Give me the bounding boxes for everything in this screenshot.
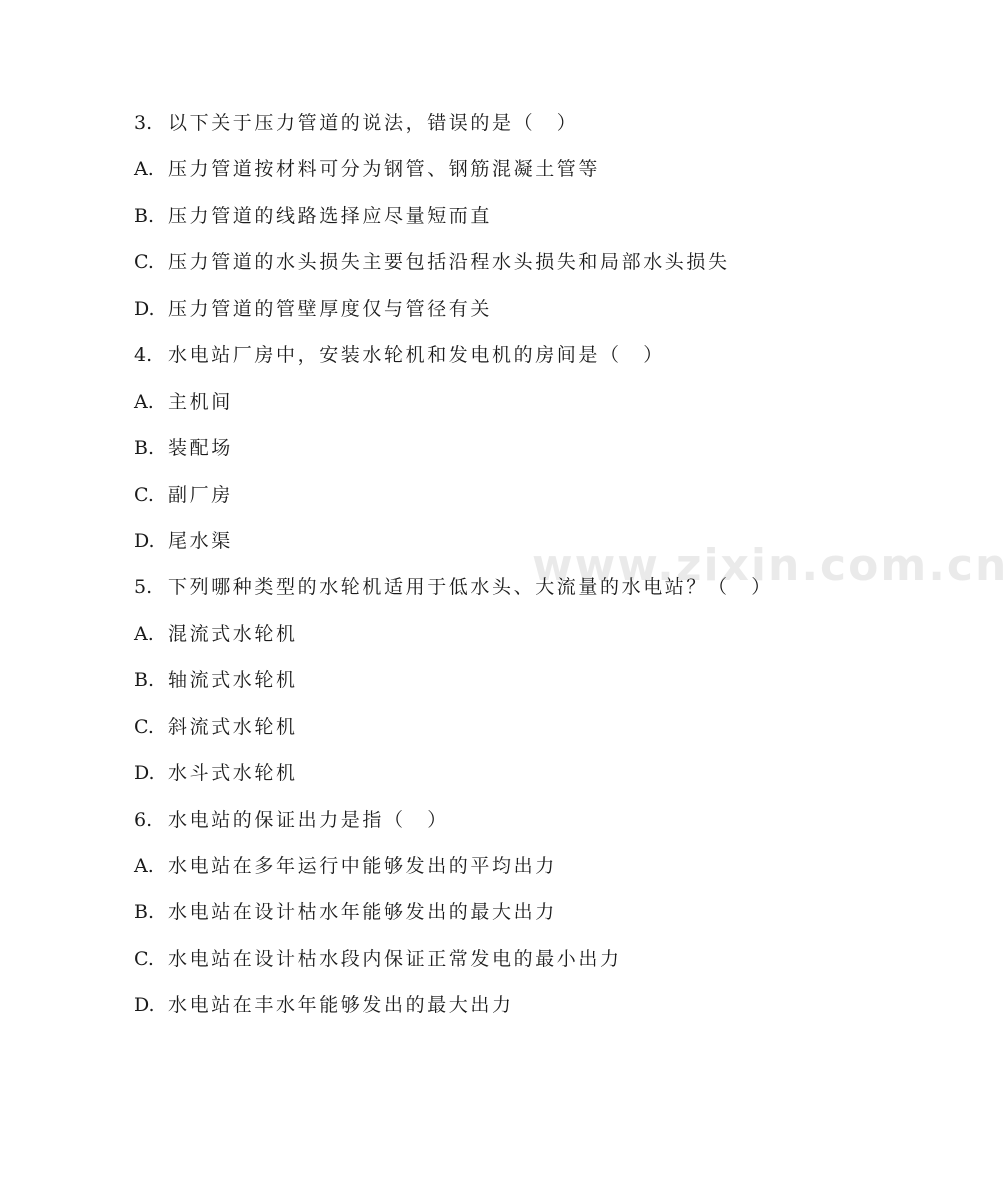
option-text: 水电站在多年运行中能够发出的平均出力 xyxy=(168,855,557,877)
option-text: 水斗式水轮机 xyxy=(168,762,298,785)
option-letter: B. xyxy=(134,669,155,692)
question-4-option-c xyxy=(134,478,874,524)
option-letter: D. xyxy=(134,297,155,320)
option-letter: C. xyxy=(134,483,154,506)
option-letter: C. xyxy=(134,251,154,274)
option-text: 压力管道的管壁厚度仅与管径有关 xyxy=(168,297,493,320)
question-3-option-a xyxy=(134,152,874,198)
option-text: 压力管道的水头损失主要包括沿程水头损失和局部水头损失 xyxy=(168,251,730,274)
question-number: 6. xyxy=(134,808,153,831)
option-text: 装配场 xyxy=(168,437,233,460)
question-5-option-d xyxy=(134,756,874,802)
question-4-option-b xyxy=(134,431,874,477)
option-text: 压力管道按材料可分为钢管、钢筋混凝土管等 xyxy=(168,158,601,181)
question-5-option-c xyxy=(134,710,874,756)
question-6-option-b xyxy=(134,895,874,941)
question-6-option-a xyxy=(134,849,874,895)
option-letter: D. xyxy=(134,994,155,1017)
question-3-option-c xyxy=(134,245,874,291)
option-letter: B. xyxy=(134,437,155,460)
question-4-option-a xyxy=(134,385,874,431)
question-3-option-d xyxy=(134,292,874,338)
option-text: 水电站在设计枯水段内保证正常发电的最小出力 xyxy=(168,947,622,970)
watermark: www.zixin.com.cn xyxy=(532,540,1008,591)
question-4-option-d xyxy=(134,524,874,570)
question-5-option-a xyxy=(134,617,874,663)
question-3-option-b xyxy=(134,199,874,245)
option-letter: C. xyxy=(134,715,154,738)
option-letter: A. xyxy=(134,390,154,413)
option-letter: A. xyxy=(134,158,154,181)
option-text: 尾水渠 xyxy=(168,529,233,552)
question-6-option-c xyxy=(134,942,874,988)
question-5-option-b xyxy=(134,663,874,709)
question-list xyxy=(134,106,874,1035)
option-letter: C. xyxy=(134,947,154,970)
option-letter: B. xyxy=(134,204,155,227)
option-text: 水电站在设计枯水年能够发出的最大出力 xyxy=(168,901,557,924)
option-text: 主机间 xyxy=(168,390,233,413)
option-text: 水电站在丰水年能够发出的最大出力 xyxy=(168,994,514,1017)
option-letter: A. xyxy=(134,855,154,877)
option-letter: A. xyxy=(134,622,154,645)
option-text: 副厂房 xyxy=(168,483,233,506)
question-6-stem xyxy=(134,803,874,849)
question-number: 5. xyxy=(134,576,153,599)
question-4-stem xyxy=(134,338,874,384)
question-5-stem xyxy=(134,570,874,616)
option-letter: D. xyxy=(134,762,155,785)
option-text: 斜流式水轮机 xyxy=(168,715,298,738)
question-text: 水电站厂房中，安装水轮机和发电机的房间是（ ） xyxy=(168,344,665,367)
option-letter: B. xyxy=(134,901,155,924)
question-6-option-d xyxy=(134,988,874,1034)
option-text: 混流式水轮机 xyxy=(168,622,298,645)
option-letter: D. xyxy=(134,529,155,552)
question-number: 4. xyxy=(134,344,153,367)
option-text: 压力管道的线路选择应尽量短而直 xyxy=(168,204,493,227)
question-number: 3. xyxy=(134,112,153,134)
question-3-stem xyxy=(134,106,874,152)
option-text: 轴流式水轮机 xyxy=(168,669,298,692)
question-text: 以下关于压力管道的说法，错误的是（ ） xyxy=(168,112,579,134)
question-text: 下列哪种类型的水轮机适用于低水头、大流量的水电站？（ ） xyxy=(168,576,773,599)
question-text: 水电站的保证出力是指（ ） xyxy=(168,808,449,831)
